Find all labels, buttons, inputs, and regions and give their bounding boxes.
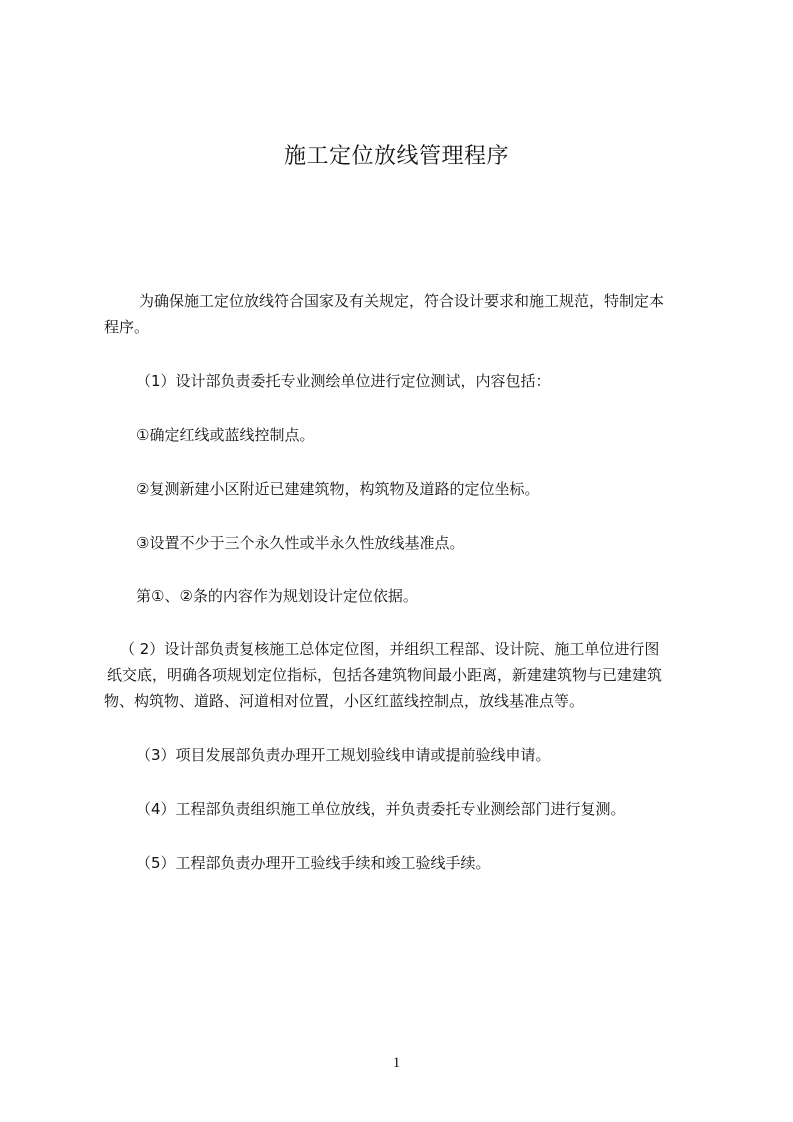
page-number: 1 <box>392 1055 401 1071</box>
item-5: （5）工程部负责办理开工验线手续和竣工验线手续。 <box>136 854 491 872</box>
basis-note: 第①、②条的内容作为规划设计定位依据。 <box>136 587 418 605</box>
item-1: （1）设计部负责委托专业测绘单位进行定位测试，内容包括： <box>136 372 551 390</box>
item-3: （3）项目发展部负责办理开工规划验线申请或提前验线申请。 <box>136 746 551 764</box>
item-2-line-1: （ 2）设计部负责复核施工总体定位图，并组织工程部、设计院、施工单位进行图 <box>120 640 660 658</box>
sub-item-1: ①确定红线或蓝线控制点。 <box>136 426 315 444</box>
item-4: （4）工程部负责组织施工单位放线，并负责委托专业测绘部门进行复测。 <box>136 800 626 818</box>
document-title: 施工定位放线管理程序 <box>283 144 509 169</box>
intro-line-2: 程序。 <box>104 318 150 336</box>
intro-line-1: 为确保施工定位放线符合国家及有关规定，符合设计要求和施工规范，特制定本 <box>139 292 665 310</box>
sub-item-3: ③设置不少于三个永久性或半永久性放线基准点。 <box>136 534 465 552</box>
sub-item-2: ②复测新建小区附近已建建筑物，构筑物及道路的定位坐标。 <box>136 480 540 498</box>
item-2-line-3: 物、构筑物、道路、河道相对位置，小区红蓝线控制点，放线基准点等。 <box>104 692 585 710</box>
item-2-line-2: 纸交底，明确各项规划定位指标，包括各建筑物间最小距离，新建建筑物与已建建筑 <box>107 666 663 684</box>
